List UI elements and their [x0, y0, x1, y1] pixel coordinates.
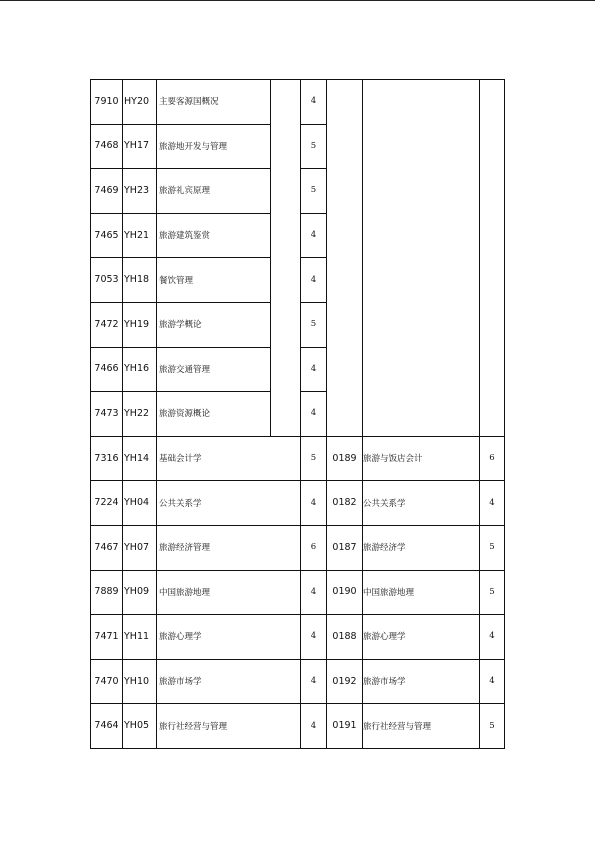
table-cell-credits: 4	[310, 363, 317, 374]
table-cell-course-number: YH14	[124, 452, 150, 464]
table-cell-course-number: YH19	[124, 318, 150, 330]
table-cell-code: 7469	[94, 184, 119, 196]
table-cell-credits: 6	[310, 542, 317, 553]
table-cell-course-name: 中国旅游地理	[159, 587, 211, 598]
table-cell-code: 7470	[94, 675, 119, 687]
table-cell-course-number: YH21	[124, 229, 150, 241]
table-cell-code: 7467	[94, 541, 119, 553]
table-cell-code: 7466	[94, 363, 119, 375]
table-cell-old-course-name: 旅行社经营与管理	[363, 721, 432, 732]
table-cell-credits: 4	[310, 586, 317, 597]
course-comparison-table	[90, 79, 505, 748]
table-cell-course-number: YH16	[124, 363, 150, 375]
table-cell-code: 7473	[94, 407, 119, 419]
table-cell-old-course-name: 旅游心理学	[363, 632, 406, 643]
table-cell-credits: 4	[310, 676, 317, 687]
table-cell-old-code: 0191	[332, 720, 357, 732]
table-cell-old-credits: 5	[489, 586, 495, 597]
table-cell-course-name: 旅行社经营与管理	[159, 721, 228, 732]
table-cell-credits: 4	[310, 720, 317, 731]
table-cell-course-name: 旅游心理学	[159, 632, 202, 643]
table-cell-code: 7224	[94, 497, 119, 509]
table-cell-old-code: 0190	[332, 586, 357, 598]
table-cell-credits: 5	[310, 185, 317, 196]
table-cell-course-name: 公共关系学	[159, 498, 202, 509]
table-cell-course-number: YH18	[124, 274, 150, 286]
table-cell-course-number: HY20	[124, 95, 150, 107]
table-cell-course-name: 餐饮管理	[159, 275, 194, 286]
table-cell-credits: 4	[310, 497, 317, 508]
table-cell-course-name: 旅游交通管理	[159, 364, 211, 375]
table-cell-old-course-name: 旅游经济学	[363, 543, 406, 554]
table-cell-code: 7464	[94, 720, 119, 732]
table-cell-course-name: 旅游建筑鉴赏	[159, 231, 211, 242]
table-cell-course-name: 主要客源国概况	[159, 97, 219, 108]
table-cell-old-course-name: 旅游与饭店会计	[363, 454, 423, 465]
table-cell-code: 7316	[94, 452, 119, 464]
table-cell-course-name: 旅游市场学	[159, 677, 202, 688]
table-cell-course-number: YH10	[124, 675, 150, 687]
table-cell-course-name: 旅游地开发与管理	[159, 141, 228, 152]
table-cell-old-code: 0188	[332, 630, 357, 642]
table-cell-old-code: 0189	[332, 452, 357, 464]
table-cell-old-credits: 5	[489, 720, 495, 731]
table-cell-course-number: YH05	[124, 720, 150, 732]
table-cell-course-number: YH07	[124, 541, 150, 553]
table-cell-code: 7465	[94, 229, 119, 241]
page-top-rule	[0, 0, 595, 1]
table-cell-old-code: 0182	[332, 497, 357, 509]
table-cell-old-course-name: 公共关系学	[363, 498, 406, 509]
table-cell-course-name: 旅游经济管理	[159, 543, 211, 554]
table-cell-code: 7468	[94, 140, 119, 152]
table-cell-credits: 4	[310, 631, 317, 642]
table-cell-code: 7889	[94, 586, 119, 598]
table-cell-course-number: YH22	[124, 407, 150, 419]
table-cell-old-credits: 4	[489, 676, 495, 687]
table-cell-course-number: YH11	[124, 630, 150, 642]
table-cell-code: 7472	[94, 318, 119, 330]
table-cell-course-number: YH23	[124, 184, 150, 196]
table-cell-old-course-name: 中国旅游地理	[363, 587, 415, 598]
table-cell-old-code: 0192	[332, 675, 357, 687]
table-cell-code: 7471	[94, 630, 119, 642]
table-cell-course-number: YH04	[124, 497, 150, 509]
table-cell-old-credits: 4	[489, 497, 495, 508]
table-cell-credits: 5	[310, 140, 317, 151]
table-rule-horizontal	[90, 748, 505, 749]
table-cell-old-credits: 4	[489, 631, 495, 642]
table-cell-old-course-name: 旅游市场学	[363, 677, 406, 688]
table-cell-course-number: YH09	[124, 586, 150, 598]
table-cell-credits: 4	[310, 96, 317, 107]
table-cell-old-code: 0187	[332, 541, 357, 553]
table-cell-code: 7910	[94, 95, 119, 107]
table-cell-course-number: YH17	[124, 140, 150, 152]
table-cell-old-credits: 5	[489, 542, 495, 553]
table-cell-credits: 4	[310, 230, 317, 241]
table-rule-vertical	[156, 79, 157, 749]
table-cell-course-name: 旅游礼宾原理	[159, 186, 211, 197]
table-rule-vertical	[504, 79, 505, 749]
table-cell-code: 7053	[94, 274, 119, 286]
table-cell-old-credits: 6	[489, 453, 495, 464]
table-cell-credits: 4	[310, 274, 317, 285]
table-cell-credits: 4	[310, 408, 317, 419]
table-cell-credits: 5	[310, 453, 317, 464]
table-cell-course-name: 基础会计学	[159, 454, 202, 465]
table-cell-course-name: 旅游资源概论	[159, 409, 211, 420]
table-cell-credits: 5	[310, 319, 317, 330]
table-cell-course-name: 旅游学概论	[159, 320, 202, 331]
